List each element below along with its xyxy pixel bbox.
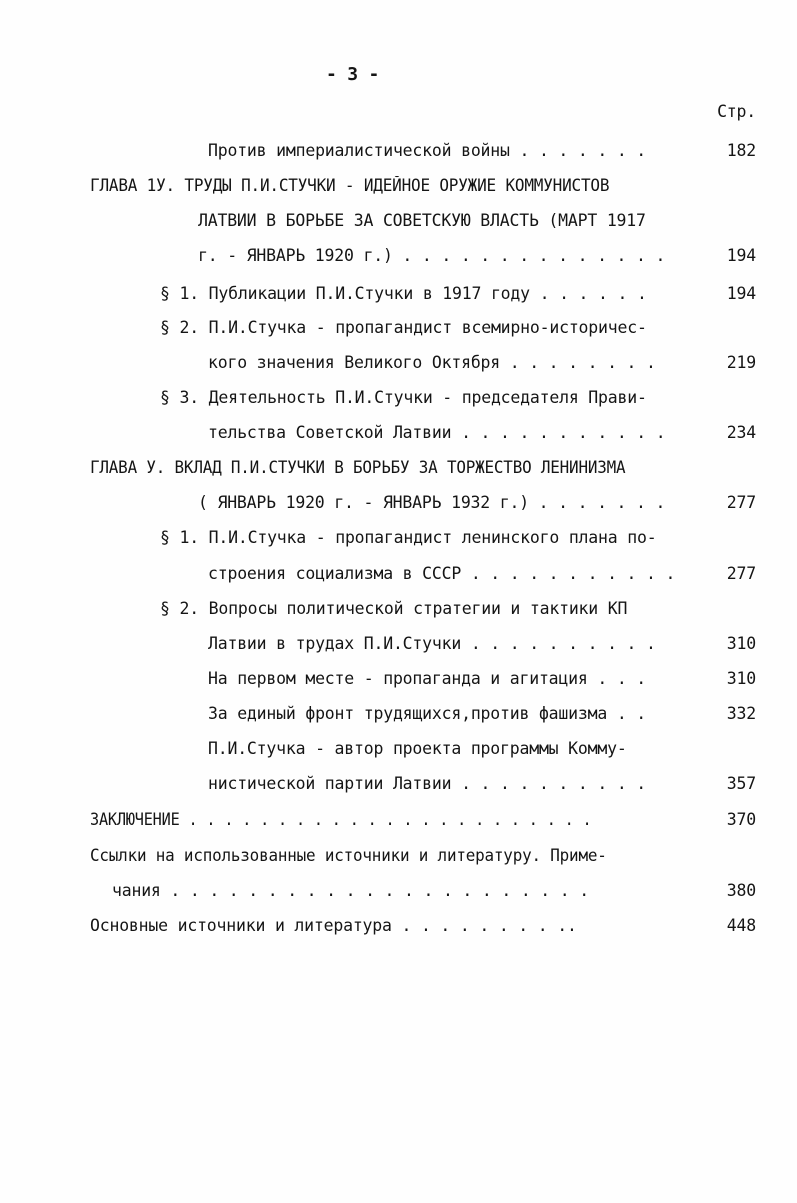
section-entry: § 3. Деятельность П.И.Стучки - председателя Прави- bbox=[160, 388, 647, 407]
page-column-header: Стр. bbox=[717, 102, 756, 121]
conclusion-entry: ЗАКЛЮЧЕНИЕ . . . . . . . . . . . . . . . . . . . . . . . bbox=[90, 810, 592, 829]
toc-entry-page: 370 bbox=[726, 810, 756, 829]
subsection-entry: На первом месте - пропаганда и агитация . . . bbox=[208, 669, 647, 688]
subsection-entry: П.И.Стучка - автор проекта программы Комму- bbox=[208, 739, 627, 758]
toc-entry-page: 194 bbox=[726, 284, 756, 303]
toc-entry-page: 310 bbox=[726, 634, 756, 653]
section-entry: § 1. Публикации П.И.Стучки в 1917 году . . . . . . bbox=[160, 284, 647, 303]
section-entry: § 2. П.И.Стучка - пропагандист всемирно-историчес- bbox=[160, 318, 647, 337]
toc-entry-page: 182 bbox=[726, 141, 756, 160]
section-entry-continued: кого значения Великого Октября . . . . . . . . bbox=[208, 353, 656, 372]
sources-entry: Основные источники и литература . . . . . . . . .. bbox=[90, 916, 577, 935]
toc-entry-page: 194 bbox=[726, 246, 756, 265]
section-entry-continued: Латвии в трудах П.И.Стучки . . . . . . . . . . bbox=[208, 634, 656, 653]
chapter-heading: ГЛАВА У. ВКЛАД П.И.СТУЧКИ В БОРЬБУ ЗА ТОРЖЕСТВО ЛЕНИНИЗМА bbox=[90, 458, 626, 477]
chapter-heading-continued: г. - ЯНВАРЬ 1920 г.) . . . . . . . . . . . . . . bbox=[198, 246, 666, 265]
section-entry-continued: тельства Советской Латвии . . . . . . . . . . . bbox=[208, 423, 666, 442]
toc-entry-page: 380 bbox=[726, 881, 756, 900]
subsection-entry: За единый фронт трудящихся,против фашизма . . bbox=[208, 704, 647, 723]
references-entry: Ссылки на использованные источники и литературу. Приме- bbox=[90, 846, 607, 865]
chapter-heading-continued: ЛАТВИИ В БОРЬБЕ ЗА СОВЕТСКУЮ ВЛАСТЬ (МАРТ 1917 bbox=[198, 211, 646, 230]
toc-entry-page: 310 bbox=[726, 669, 756, 688]
page-number: - 3 - bbox=[326, 64, 380, 85]
references-entry-continued: чания . . . . . . . . . . . . . . . . . . . . . . bbox=[112, 881, 589, 900]
toc-entry-page: 277 bbox=[726, 564, 756, 583]
toc-entry-page: 277 bbox=[726, 493, 756, 512]
toc-entry-page: 219 bbox=[726, 353, 756, 372]
toc-entry-page: 357 bbox=[726, 774, 756, 793]
subsection-entry-continued: нистической партии Латвии . . . . . . . . . . bbox=[208, 774, 647, 793]
toc-entry-page: 332 bbox=[726, 704, 756, 723]
toc-entry-text: Против империалистической войны . . . . . . . bbox=[208, 141, 647, 160]
section-entry: § 2. Вопросы политической стратегии и тактики КП bbox=[160, 599, 628, 618]
section-entry-continued: строения социализма в СССР . . . . . . . . . . . bbox=[208, 564, 676, 583]
toc-entry-page: 448 bbox=[726, 916, 756, 935]
toc-entry-page: 234 bbox=[726, 423, 756, 442]
chapter-heading: ГЛАВА 1У. ТРУДЫ П.И.СТУЧКИ - ИДЕЙНОЕ ОРУЖИЕ КОММУНИСТОВ bbox=[90, 176, 610, 195]
section-entry: § 1. П.И.Стучка - пропагандист ленинского плана по- bbox=[160, 528, 657, 547]
chapter-heading-continued: ( ЯНВАРЬ 1920 г. - ЯНВАРЬ 1932 г.) . . . . . . . bbox=[198, 493, 666, 512]
